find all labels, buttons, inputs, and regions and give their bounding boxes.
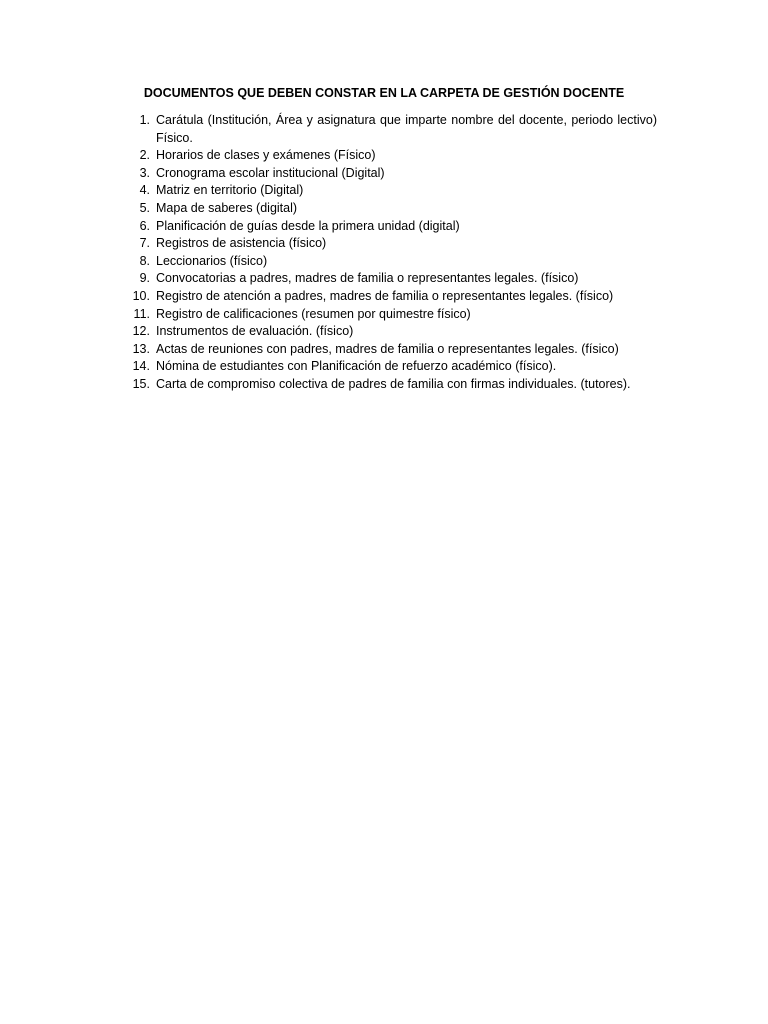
list-item-text: Matriz en territorio (Digital) (156, 183, 304, 198)
list-item (120, 341, 657, 359)
list-item-number: 6. (139, 218, 150, 233)
list-item-number: 3. (139, 165, 150, 180)
list-item-text: Instrumentos de evaluación. (físico) (156, 324, 354, 339)
list-item-text: Actas de reuniones con padres, madres de familia o representantes legales. (físico) (156, 341, 619, 356)
list-item (120, 112, 657, 147)
list-item-text: Registros de asistencia (físico) (156, 236, 327, 251)
list-item (120, 358, 657, 376)
list-item-number: 13. (132, 341, 150, 356)
list-item (120, 376, 657, 394)
list-item (120, 147, 657, 165)
document-list (120, 112, 657, 394)
list-item-text: Carátula (Institución, Área y asignatura que imparte nombre del docente, periodo lectivo) Físico. (156, 113, 657, 145)
list-item-number: 8. (139, 253, 150, 268)
list-item-number: 11. (133, 306, 150, 321)
list-item-number: 12. (132, 324, 150, 339)
list-item-text: Convocatorias a padres, madres de familia o representantes legales. (físico) (156, 271, 579, 286)
list-item-text: Nómina de estudiantes con Planificación de refuerzo académico (físico). (156, 359, 557, 374)
list-item-text: Leccionarios (físico) (156, 253, 268, 268)
list-item (120, 323, 657, 341)
list-item (120, 288, 657, 306)
list-item (120, 218, 657, 236)
list-item (120, 235, 657, 253)
list-item-number: 10. (132, 288, 150, 303)
list-item (120, 270, 657, 288)
list-item-text: Planificación de guías desde la primera unidad (digital) (156, 218, 460, 233)
list-item (120, 306, 657, 324)
list-item-text: Registro de calificaciones (resumen por quimestre físico) (156, 306, 471, 321)
list-item-text: Mapa de saberes (digital) (156, 200, 298, 215)
list-item-text: Registro de atención a padres, madres de familia o representantes legales. (físico) (156, 288, 614, 303)
list-item (120, 165, 657, 183)
page-title: DOCUMENTOS QUE DEBEN CONSTAR EN LA CARPETA DE GESTIÓN DOCENTE (143, 86, 625, 100)
list-item-text: Carta de compromiso colectiva de padres de familia con firmas individuales. (tutores). (156, 376, 631, 391)
list-item-text: Cronograma escolar institucional (Digital) (156, 165, 385, 180)
list-item-number: 5. (139, 200, 150, 215)
list-item (120, 182, 657, 200)
list-item-number: 9. (139, 271, 150, 286)
list-item (120, 200, 657, 218)
list-item-number: 1. (139, 113, 150, 127)
list-item-number: 14. (132, 359, 150, 374)
list-item-number: 7. (139, 236, 150, 251)
list-item-text: Horarios de clases y exámenes (Físico) (156, 148, 376, 163)
list-item-number: 15. (132, 376, 150, 391)
list-item (120, 253, 657, 271)
list-item-number: 4. (139, 183, 150, 198)
list-item-number: 2. (139, 148, 150, 163)
